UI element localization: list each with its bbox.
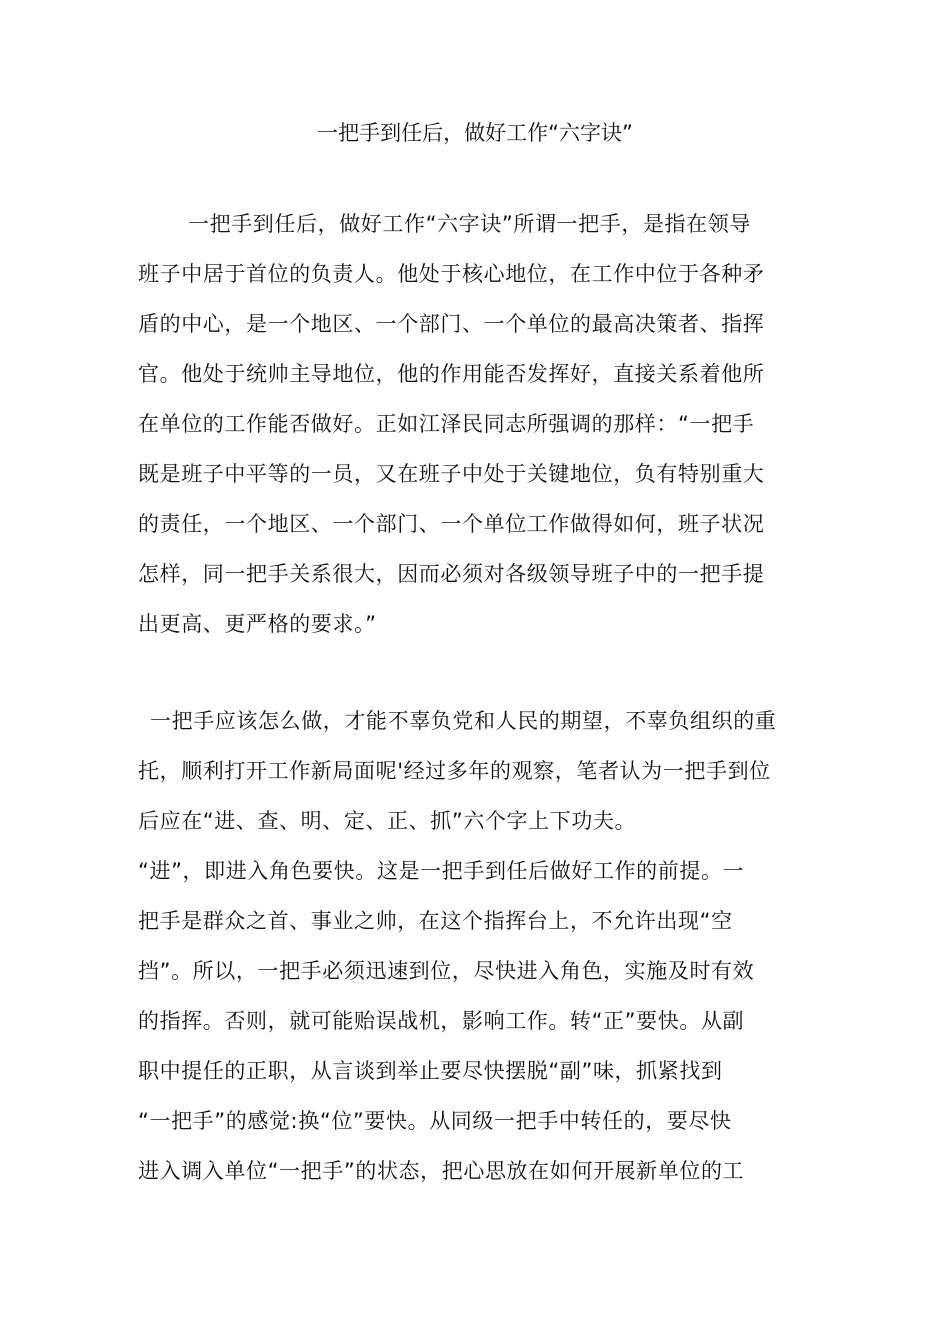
- paragraph-1-line-7: 的责任，一个地区、一个部门、一个单位工作做得如何，班子状况: [138, 512, 765, 536]
- paragraph-3-line-1: “进”，即进入角色要快。这是一把手到任后做好工作的前提。一: [138, 859, 745, 883]
- paragraph-3-line-3: 挡”。所以，一把手必须迅速到位，尽快进入角色，实施及时有效: [138, 959, 755, 983]
- paragraph-2-line-3: 后应在“进、查、明、定、正、抓”六个字上下功夫。: [138, 809, 637, 833]
- paragraph-1-line-9: 出更高、更严格的要求。”: [138, 612, 377, 636]
- paragraph-1-line-4: 官。他处于统帅主导地位，他的作用能否发挥好，直接关系着他所: [138, 362, 765, 386]
- paragraph-3-line-6: “一把手”的感觉:换“位”要快。从同级一把手中转任的，要尽快: [138, 1109, 732, 1133]
- paragraph-1-line-6: 既是班子中平等的一员，又在班子中处于关键地位，负有特别重大: [138, 462, 765, 486]
- paragraph-1-line-5: 在单位的工作能否做好。正如江泽民同志所强调的那样：“一把手: [138, 412, 755, 436]
- document-title: 一把手到任后，做好工作“六字诀”: [317, 121, 633, 145]
- paragraph-1-line-1: 一把手到任后，做好工作“六字诀”所谓一把手，是指在领导: [188, 212, 751, 236]
- paragraph-2-line-1: 一把手应该怎么做，才能不辜负党和人民的期望，不辜负组织的重: [150, 709, 777, 733]
- paragraph-1-line-8: 怎样，同一把手关系很大，因而必须对各级领导班子中的一把手提: [138, 562, 765, 586]
- paragraph-3-line-4: 的指挥。否则，就可能贻误战机，影响工作。转“正”要快。从副: [138, 1009, 745, 1033]
- paragraph-3-line-2: 把手是群众之首、事业之帅，在这个指挥台上，不允许出现“空: [138, 909, 733, 933]
- paragraph-3-line-7: 进入调入单位“一把手”的状态，把心思放在如何开展新单位的工: [138, 1159, 745, 1183]
- paragraph-1-line-3: 盾的中心，是一个地区、一个部门、一个单位的最高决策者、指挥: [138, 312, 765, 336]
- paragraph-1-line-2: 班子中居于首位的负责人。他处于核心地位，在工作中位于各种矛: [138, 262, 765, 286]
- paragraph-3-line-5: 职中提任的正职，从言谈到举止要尽快摆脱“副”味，抓紧找到: [138, 1059, 723, 1083]
- paragraph-2-line-2: 托，顺利打开工作新局面呢'经过多年的观察，笔者认为一把手到位: [138, 759, 771, 783]
